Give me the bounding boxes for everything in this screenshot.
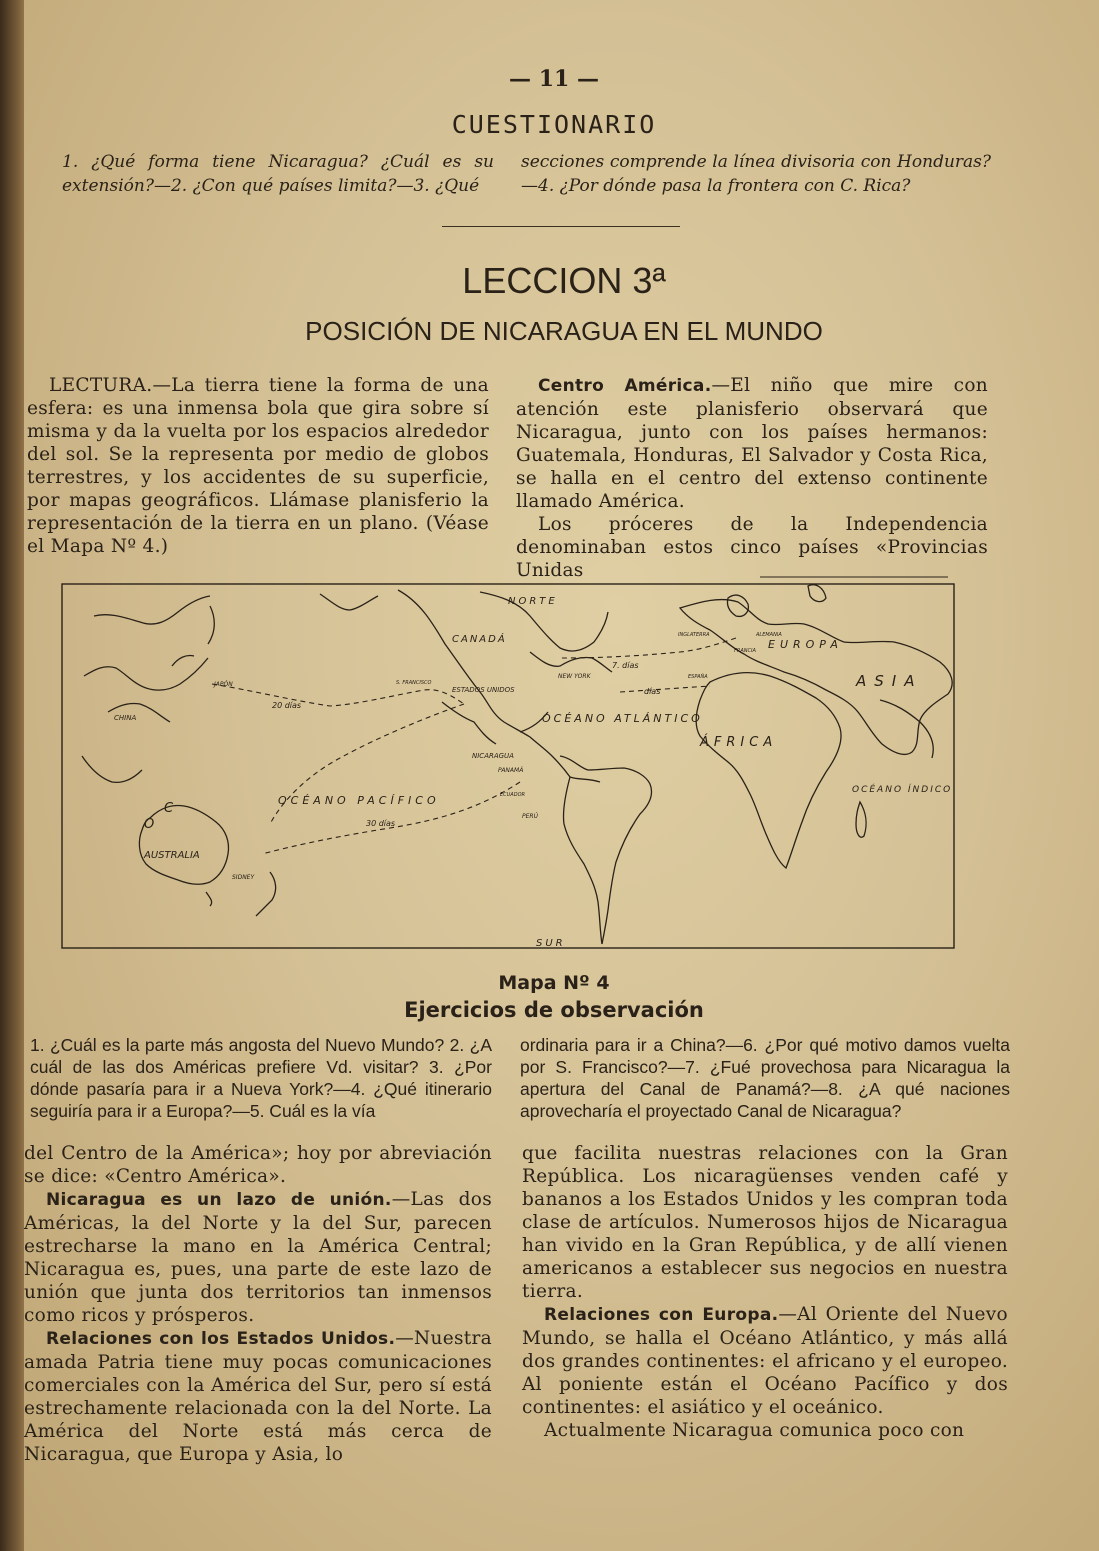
label-peru: PERÚ — [522, 813, 538, 820]
label-alemania: ALEMANIA — [756, 632, 782, 638]
label-dias-20: 20 días — [272, 701, 302, 710]
new-zealand — [256, 872, 276, 916]
label-oceano-atlantico: OCÉANO ATLÁNTICO — [542, 712, 703, 725]
route-japan-sanfrancisco — [212, 684, 464, 706]
cuestionario-title: CUESTIONARIO — [451, 110, 657, 139]
label-norte: NORTE — [508, 596, 558, 607]
label-australia: AUSTRALIA — [144, 850, 200, 861]
label-china: CHINA — [114, 714, 137, 722]
label-dias-ny-eu: días — [644, 687, 661, 696]
exercises-right-column: ordinaria para ir a China?—6. ¿Por qué motivo damos vuelta por S. Francisco?—7. ¿Fué provechosa para Nicaragua la apertura del Canal de Panamá?—8. ¿A qué naciones aprovecharía el proyectado Canal de Nicaragua? — [520, 1035, 1010, 1121]
label-oceano-indico: OCÉANO ÍNDICO — [852, 785, 953, 795]
label-japon: JAPÓN — [214, 681, 233, 688]
label-oceania-o: O — [144, 817, 155, 832]
route-lines — [212, 638, 736, 854]
label-dias-7: 7. días — [612, 661, 639, 670]
paragraph-gran-republica: que facilita nuestras relaciones con la Gran República. Los nicaragüenses venden café y bananos a los Estados Unidos y les compran toda clase de artículos. Numerosos hijos de Nicaragua han vivido en la Gran República, y de allí vienen americanos a establecer sus negocios en nuestra tierra. — [522, 1143, 1008, 1302]
japan-coast — [208, 606, 214, 644]
page-number: — 11 — — [509, 66, 599, 92]
body-left-column — [24, 1142, 492, 1466]
lectura-left-column — [27, 374, 489, 558]
paragraph-relaciones-europa — [522, 1303, 1008, 1419]
centro-america-lead: Centro América. — [538, 376, 712, 396]
map-caption: Mapa Nº 4 — [498, 972, 610, 994]
europa-lead: Relaciones con Europa. — [544, 1305, 779, 1325]
label-estados-unidos: ESTADOS UNIDOS — [452, 686, 515, 694]
eeuu-lead: Relaciones con los Estados Unidos. — [46, 1329, 396, 1349]
lectura-right-column — [516, 374, 988, 582]
route-nicaragua-australia — [262, 782, 520, 854]
label-ecuador: ECUADOR — [500, 792, 525, 798]
lesson-title: LECCION 3ª — [462, 260, 666, 301]
questions-right-column: secciones comprende la línea divisoria con Honduras?—4. ¿Por dónde pasa la frontera con C. Rica? — [521, 152, 991, 196]
label-new-york: NEW YORK — [558, 673, 591, 680]
centro-america-text: —El niño que mire con atención este planisferio observará que Nicaragua, junto con los países hermanos: Guatemala, Honduras, El Salvador y Costa Rica, se halla en el centro del extenso continente llamado América. — [516, 375, 988, 512]
east-asia-coast — [94, 596, 210, 624]
map-labels — [114, 596, 952, 949]
proceres-text: Los próceres de la Independencia denominaban estos cinco países «Provincias Unidas — [516, 514, 988, 581]
lectura-text: —La tierra tiene la forma de una esfera: es una inmensa bola que gira sobre sí misma y da la vuelta por los espacios alrededor del sol. Se la representa por medio de globos terrestres, y los accidentes de su superficie, por mapas geográficos. Llámase planisferio la representación de la tierra en un plano. (Véase el Mapa Nº 4.) — [27, 375, 489, 557]
europa-text: —Al Oriente del Nuevo Mundo, se halla el Océano Atlántico, y más allá dos grandes continentes: el africano y el europeo. Al poniente están el Océano Pacífico y dos continentes: el asiático y el oceánico. — [522, 1304, 1008, 1418]
paragraph-centro-america: del Centro de la América»; hoy por abreviación se dice: «Centro América». — [24, 1143, 492, 1187]
label-sur: SUR — [536, 938, 566, 949]
world-map — [60, 572, 992, 954]
book-page — [24, 0, 1099, 1551]
label-asia: ASIA — [856, 672, 923, 690]
body-right-column — [522, 1142, 1008, 1442]
label-dias-30: 30 días — [366, 819, 396, 828]
exercises-left-column: 1. ¿Cuál es la parte más angosta del Nuevo Mundo? 2. ¿A cuál de las dos Américas prefiere Vd. visitar? 3. ¿Por dónde pasaría para ir a Nueva York?—4. ¿Qué itinerario seguiría para ir a Europa?—5. Cuál es la vía — [30, 1035, 492, 1121]
label-francia: FRANCIA — [734, 648, 756, 654]
section-divider — [442, 226, 680, 227]
route-newyork-europe — [562, 638, 736, 658]
paragraph-relaciones-eeuu — [24, 1327, 492, 1466]
south-america-coast — [560, 756, 652, 944]
eeuu-text: —Nuestra amada Patria tiene muy pocas comunicaciones comerciales con la América del Sur, pero sí está estrechamente relacionada con la del Norte. La América del Norte está más cerca de Nicaragua, que Europa y Asia, lo — [24, 1328, 492, 1465]
label-nicaragua: NICARAGUA — [472, 752, 514, 760]
label-panama: PANAMÁ — [498, 767, 524, 774]
label-canada: CANADÁ — [452, 634, 507, 645]
british-isles — [727, 595, 748, 616]
paragraph-actualmente — [522, 1419, 1008, 1442]
label-inglaterra: INGLATERRA — [678, 632, 710, 638]
lazo-text: —Las dos Américas, la del Norte y la del Sur, parecen estrecharse la mano en la América Central; Nicaragua es, pues, una parte de este lazo de unión que junta dos territorios tan inmensos como ricos y prósperos. — [24, 1189, 492, 1326]
label-espana: ESPAÑA — [688, 674, 708, 680]
questions-left-column: 1. ¿Qué forma tiene Nicaragua? ¿Cuál es su extensión?—2. ¿Con qué países limita?—3. ¿Qué — [62, 152, 494, 196]
label-oceano-pacifico: OCÉANO PACÍFICO — [278, 794, 440, 807]
label-san-francisco: S. FRANCISCO — [396, 680, 432, 686]
label-europa: EUROPA — [768, 638, 843, 651]
label-oceania-c: C — [164, 801, 174, 816]
paragraph-lazo-union — [24, 1188, 492, 1327]
lesson-subtitle: POSICIÓN DE NICARAGUA EN EL MUNDO — [305, 316, 823, 346]
lazo-lead: Nicaragua es un lazo de unión. — [46, 1190, 392, 1210]
exercises-title: Ejercicios de observación — [404, 998, 704, 1022]
label-sidney: SIDNEY — [232, 874, 255, 881]
actualmente-text: Actualmente Nicaragua comunica poco con — [544, 1420, 965, 1441]
label-africa: ÁFRICA — [700, 735, 778, 750]
africa-outline — [696, 673, 841, 868]
lectura-lead: LECTURA. — [49, 375, 153, 396]
